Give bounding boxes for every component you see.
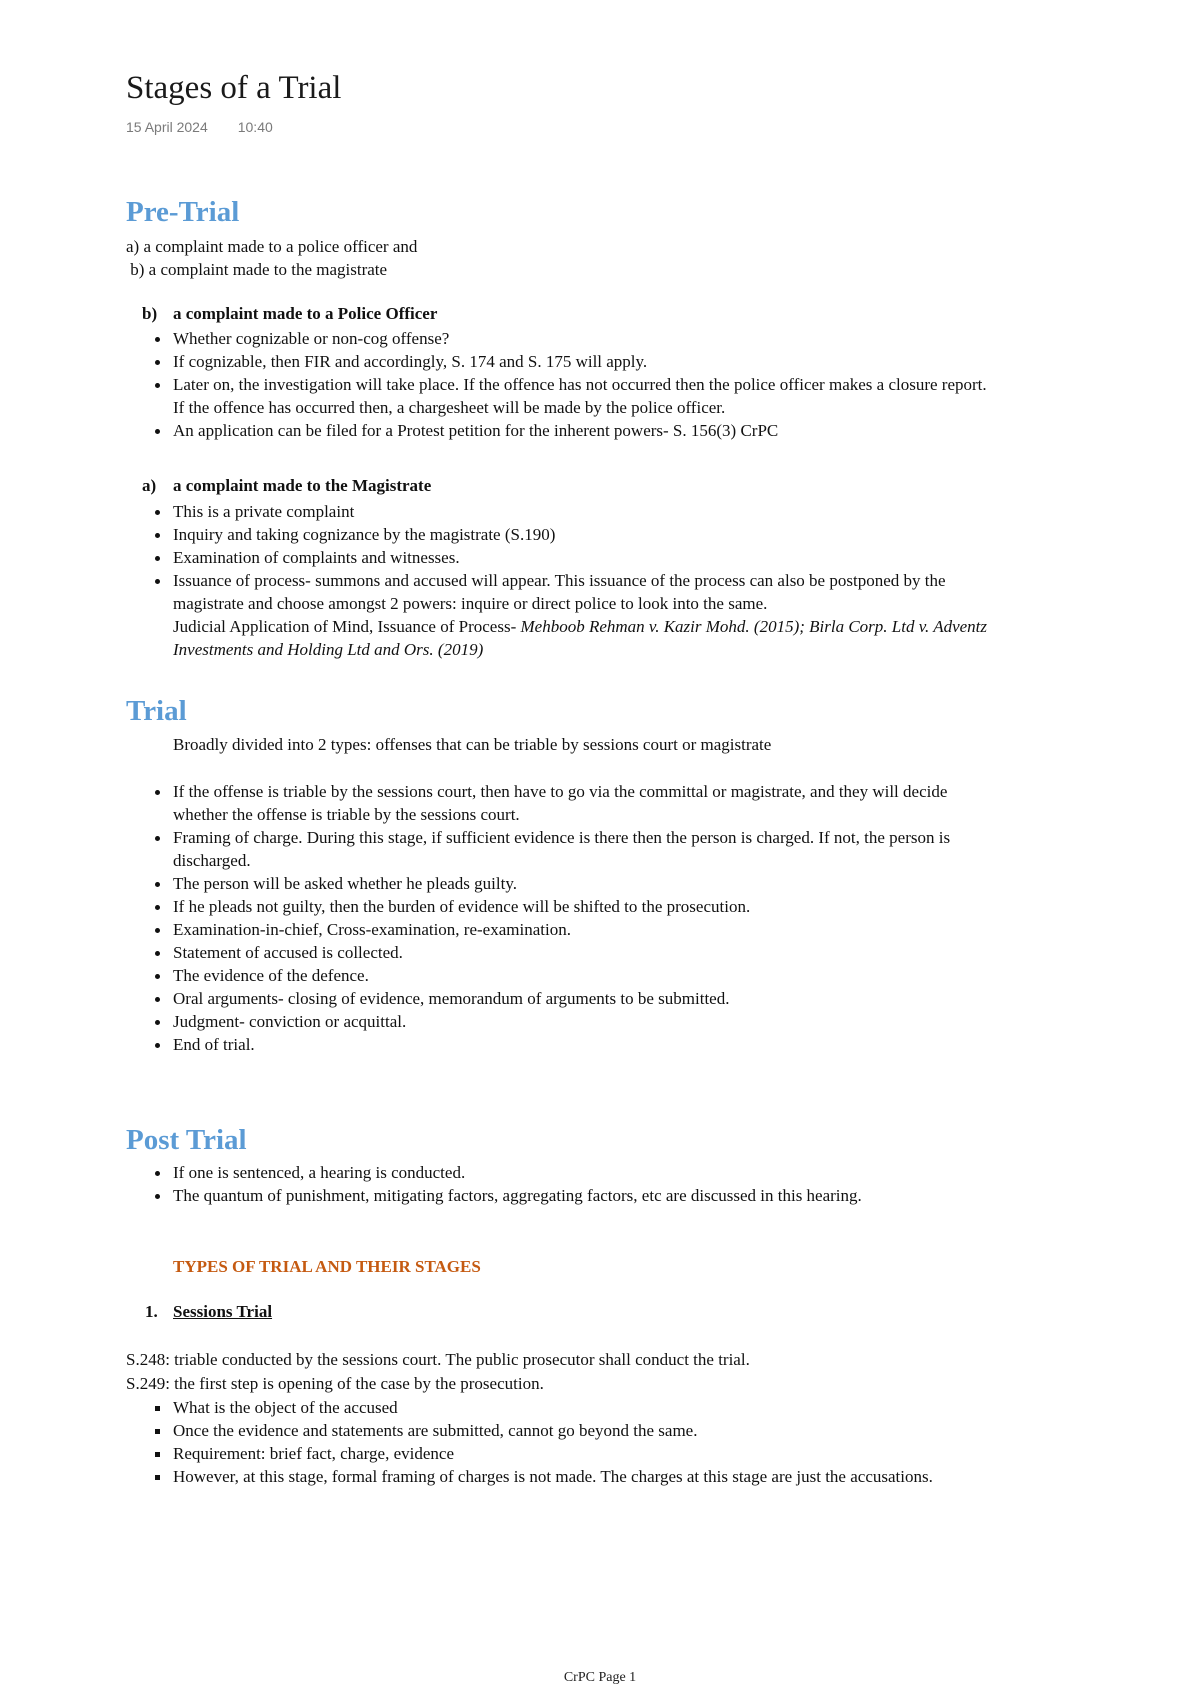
list-item: If one is sentenced, a hearing is conducted. (0, 1161, 862, 1184)
list-item: End of trial. (0, 1033, 950, 1056)
list-item: Whether cognizable or non-cog offense? (0, 327, 987, 350)
page-date: 15 April 2024 (126, 119, 208, 135)
section-248-text: S.248: triable conducted by the sessions court. The public prosecutor shall conduct the trial. (126, 1350, 750, 1369)
trial-intro: Broadly divided into 2 types: offenses that can be triable by sessions court or magistrate (173, 735, 772, 754)
list-item-continuation: If the offence has occurred then, a chargesheet will be made by the police officer. (173, 398, 726, 417)
list-item: This is a private complaint (0, 500, 987, 523)
list-item: An application can be filed for a Protest petition for the inherent powers- S. 156(3) CrPC (0, 419, 987, 442)
judicial-case-citations-cont: Investments and Holding Ltd and Ors. (2019) (173, 640, 484, 659)
list-item-continuation: magistrate and choose amongst 2 powers: inquire or direct police to look into the same. (173, 594, 768, 613)
trial-heading: Trial (126, 695, 187, 727)
post-trial-list (0, 1161, 862, 1207)
list-item: The evidence of the defence. (0, 964, 950, 987)
judicial-application-line (0, 615, 987, 638)
list-item: If he pleads not guilty, then the burden of evidence will be shifted to the prosecution. (0, 895, 950, 918)
list-item: Examination-in-chief, Cross-examination, re-examination. (0, 918, 950, 941)
police-complaint-marker: b) (142, 304, 158, 323)
page-meta (126, 119, 273, 135)
magistrate-complaint-marker: a) (142, 476, 157, 495)
page-footer: CrPC Page 1 (563, 1670, 637, 1685)
list-item: If the offense is triable by the sessions court, then have to go via the committal or magistrate, and they will decide (0, 780, 950, 803)
list-item: Issuance of process- summons and accused will appear. This issuance of the process can also be postponed by the (0, 569, 987, 592)
sessions-trial-list (0, 1396, 933, 1488)
list-item: Once the evidence and statements are submitted, cannot go beyond the same. (0, 1419, 933, 1442)
judicial-application-prefix: Judicial Application of Mind, Issuance of Process- (173, 617, 521, 636)
list-item: What is the object of the accused (0, 1396, 933, 1419)
list-item: Oral arguments- closing of evidence, memorandum of arguments to be submitted. (0, 987, 950, 1010)
page-time: 10:40 (237, 119, 273, 135)
judicial-case-citations: Mehboob Rehman v. Kazir Mohd. (2015); Birla Corp. Ltd v. Adventz (520, 617, 988, 636)
post-trial-heading: Post Trial (126, 1124, 247, 1156)
list-item: However, at this stage, formal framing of charges is not made. The charges at this stage are just the accusations. (0, 1465, 933, 1488)
list-item: Requirement: brief fact, charge, evidence (0, 1442, 933, 1465)
pre-trial-intro-a: a) a complaint made to a police officer and (126, 237, 418, 256)
sessions-trial-heading (145, 1302, 272, 1322)
police-complaint-label: a complaint made to a Police Officer (173, 304, 438, 323)
list-item-continuation: discharged. (173, 851, 251, 870)
list-item: The person will be asked whether he pleads guilty. (0, 872, 950, 895)
magistrate-complaint-list (0, 500, 987, 661)
section-249-text: S.249: the first step is opening of the case by the prosecution. (126, 1374, 544, 1393)
list-item: Examination of complaints and witnesses. (0, 546, 987, 569)
police-complaint-list (0, 327, 987, 442)
list-item: Framing of charge. During this stage, if sufficient evidence is there then the person is charged. If not, the person is (0, 826, 950, 849)
list-item-continuation: whether the offense is triable by the sessions court. (173, 805, 520, 824)
types-of-trial-heading: TYPES OF TRIAL AND THEIR STAGES (173, 1257, 481, 1276)
pre-trial-heading: Pre-Trial (126, 196, 240, 228)
page-title: Stages of a Trial (126, 70, 342, 106)
list-item: Inquiry and taking cognizance by the magistrate (S.190) (0, 523, 987, 546)
list-item: Judgment- conviction or acquittal. (0, 1010, 950, 1033)
police-complaint-heading (142, 304, 437, 324)
sessions-trial-label: Sessions Trial (173, 1302, 273, 1321)
list-item: Later on, the investigation will take place. If the offence has not occurred then the police officer makes a closure report. (0, 373, 987, 396)
list-item: Statement of accused is collected. (0, 941, 950, 964)
list-item: If cognizable, then FIR and accordingly, S. 174 and S. 175 will apply. (0, 350, 987, 373)
magistrate-complaint-heading (142, 476, 431, 496)
list-item: The quantum of punishment, mitigating factors, aggregating factors, etc are discussed in this hearing. (0, 1184, 862, 1207)
sessions-trial-number: 1. (145, 1302, 158, 1321)
judicial-application-line (0, 638, 987, 661)
pre-trial-intro-b: b) a complaint made to the magistrate (126, 260, 388, 279)
magistrate-complaint-label: a complaint made to the Magistrate (173, 476, 432, 495)
trial-list (0, 780, 950, 1056)
